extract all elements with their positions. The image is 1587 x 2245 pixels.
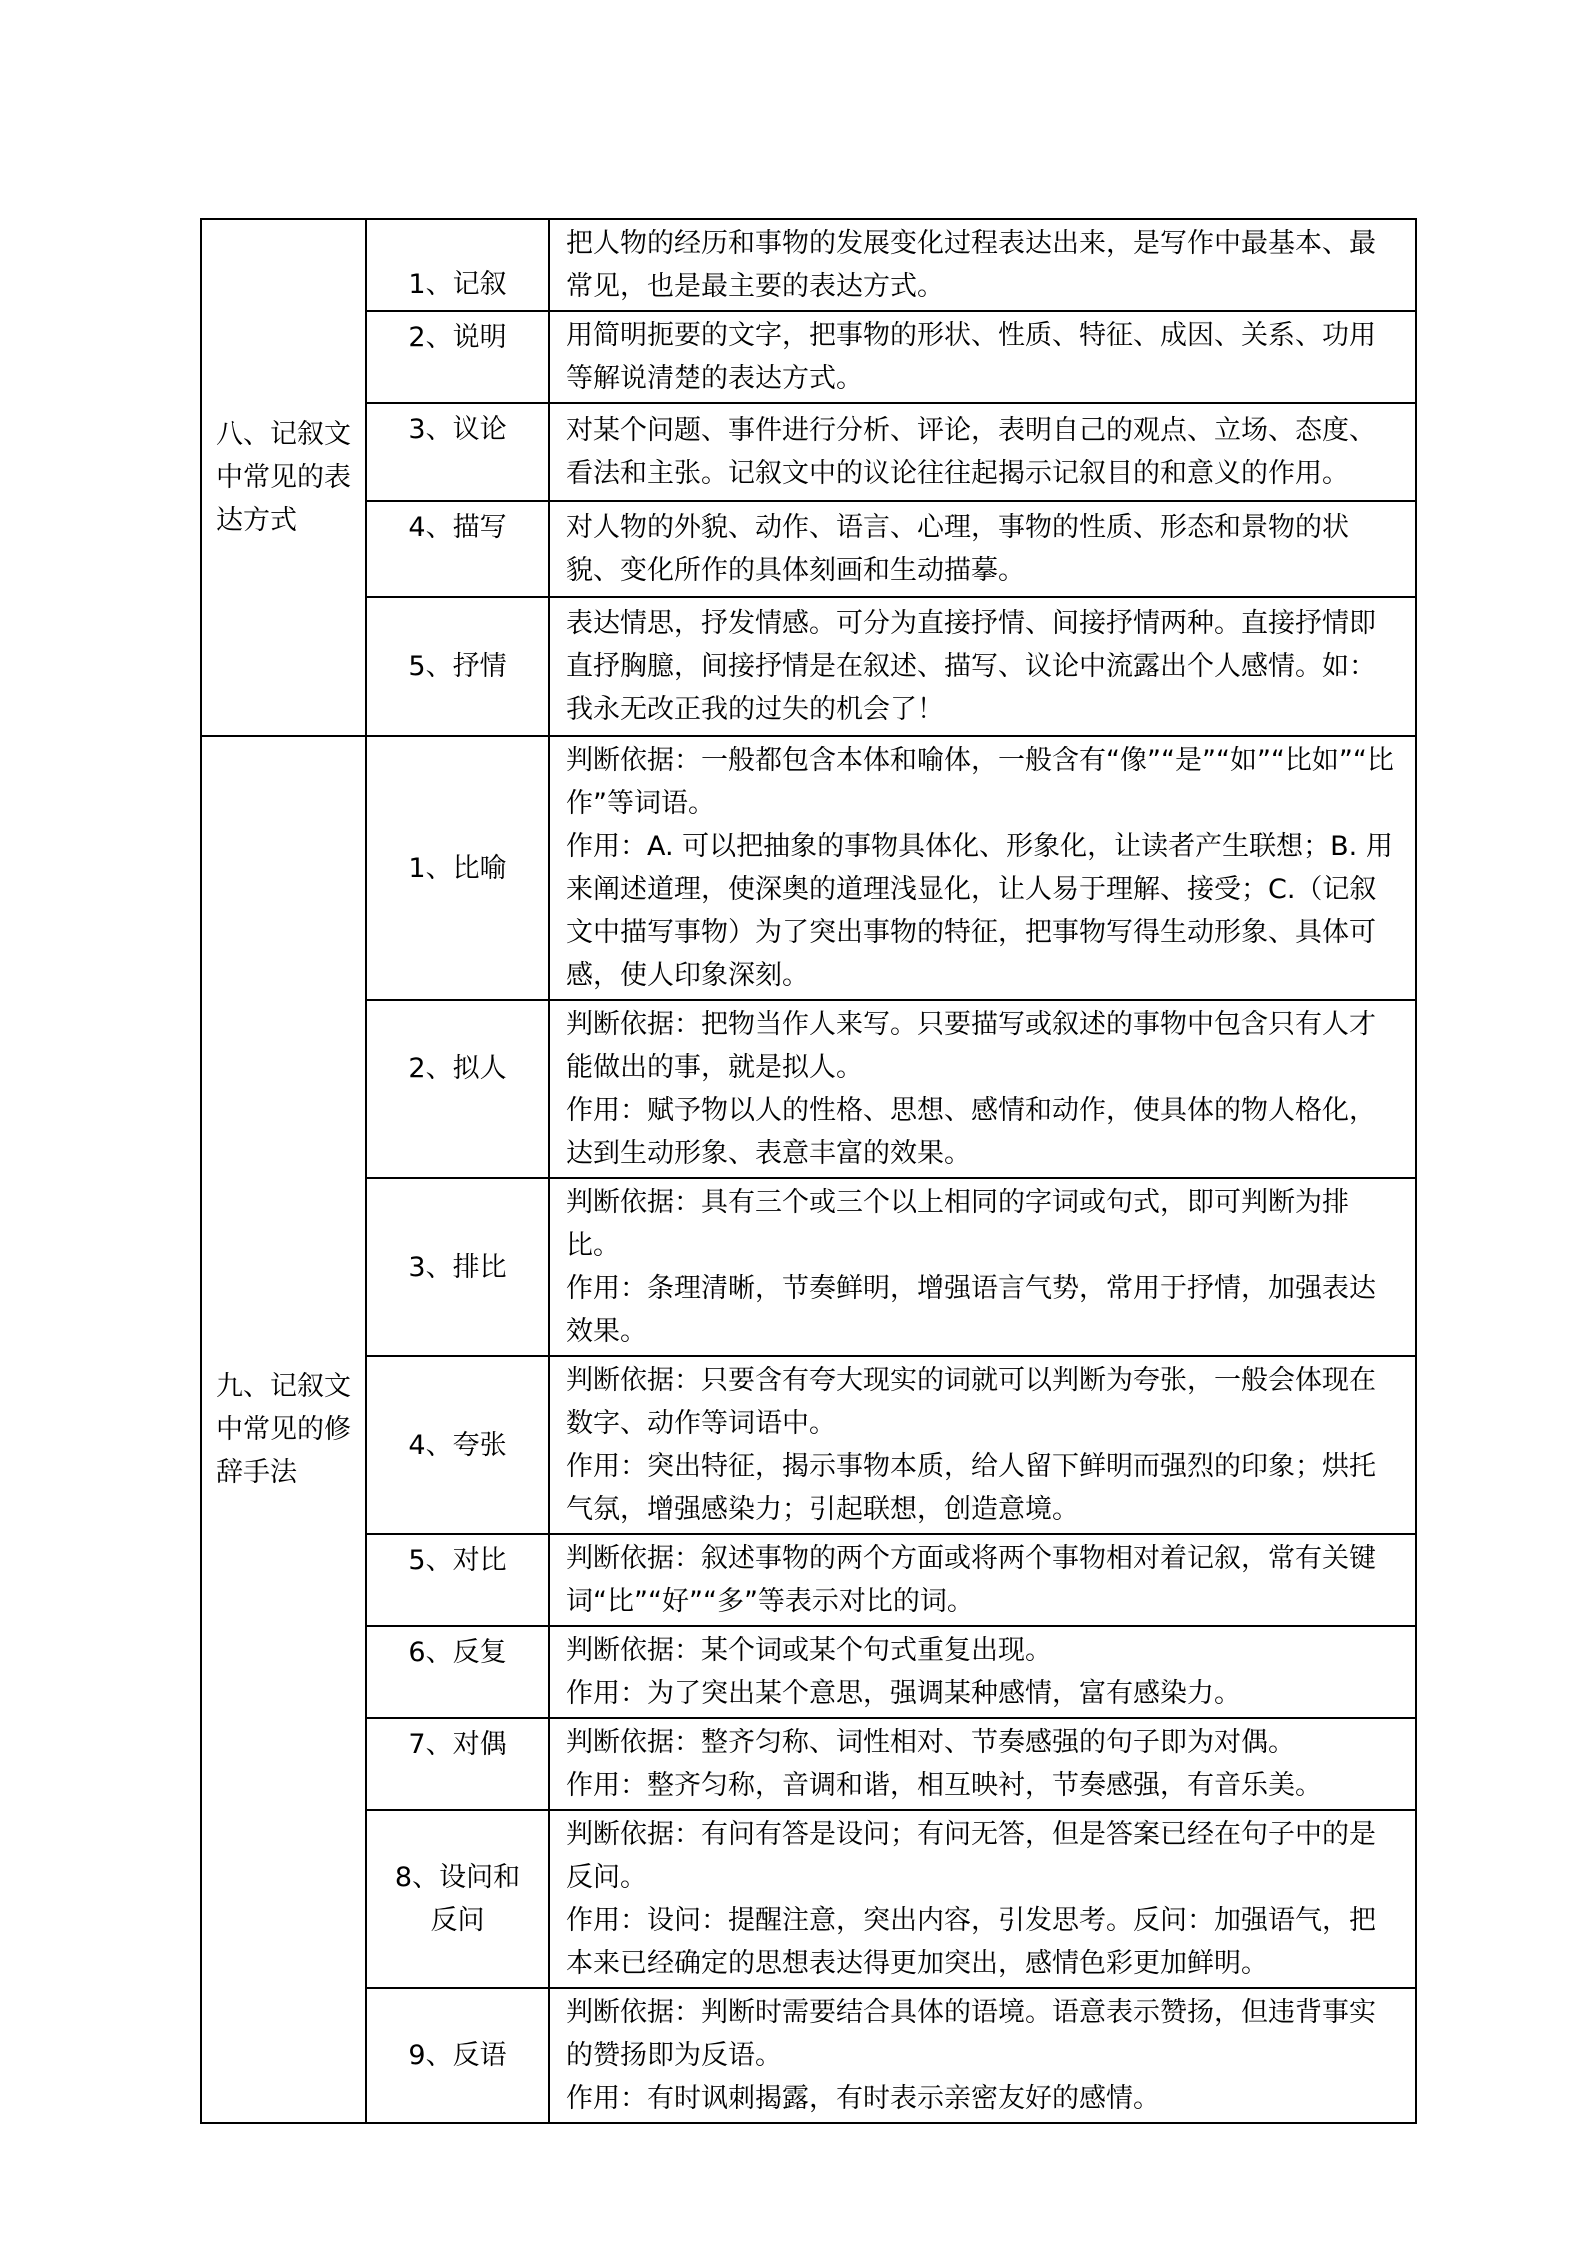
item-description bbox=[549, 597, 1416, 736]
item-name: 7、对偶 bbox=[366, 1718, 549, 1810]
table-row bbox=[201, 597, 1416, 736]
table-row bbox=[201, 1626, 1416, 1718]
item-name: 8、设问和反问 bbox=[366, 1810, 549, 1988]
description-line: 判断依据：某个词或某个句式重复出现。 bbox=[566, 1635, 1052, 1666]
description-line: 判断依据：把物当作人来写。只要描写或叙述的事物中包含只有人才能做出的事，就是拟人。 bbox=[566, 1009, 1376, 1083]
item-name: 6、反复 bbox=[366, 1626, 549, 1718]
item-name: 1、比喻 bbox=[366, 736, 549, 1000]
description-line: 作用：赋予物以人的性格、思想、感情和动作，使具体的物人格化，达到生动形象、表意丰富的效果。 bbox=[566, 1095, 1376, 1169]
description-line: 作用：有时讽刺揭露，有时表示亲密友好的感情。 bbox=[566, 2083, 1160, 2114]
expression-rhetoric-table bbox=[200, 218, 1417, 2124]
table-row bbox=[201, 1178, 1416, 1356]
item-description bbox=[549, 403, 1416, 501]
description-line: 作用：设问：提醒注意，突出内容，引发思考。反问：加强语气，把本来已经确定的思想表达得更加突出，感情色彩更加鲜明。 bbox=[566, 1905, 1376, 1979]
item-description bbox=[549, 1810, 1416, 1988]
item-description bbox=[549, 1000, 1416, 1178]
table-row bbox=[201, 1356, 1416, 1534]
item-description bbox=[549, 1718, 1416, 1810]
description-line: 表达情思，抒发情感。可分为直接抒情、间接抒情两种。直接抒情即直抒胸臆，间接抒情是在叙述、描写、议论中流露出个人感情。如：我永无改正我的过失的机会了！ bbox=[566, 608, 1376, 725]
item-description bbox=[549, 736, 1416, 1000]
description-line: 作用：A. 可以把抽象的事物具体化、形象化，让读者产生联想；B. 用来阐述道理，使深奥的道理浅显化，让人易于理解、接受；C.（记叙文中描写事物）为了突出事物的特征，把事物写得生动形象、具体可感，使人印象深刻。 bbox=[566, 831, 1393, 991]
item-description bbox=[549, 311, 1416, 403]
description-line: 判断依据：叙述事物的两个方面或将两个事物相对着记叙，常有关键词“比”“好”“多”等表示对比的词。 bbox=[566, 1543, 1376, 1617]
description-line: 判断依据：具有三个或三个以上相同的字词或句式，即可判断为排比。 bbox=[566, 1187, 1349, 1261]
description-line: 判断依据：只要含有夸大现实的词就可以判断为夸张，一般会体现在数字、动作等词语中。 bbox=[566, 1365, 1376, 1439]
table-row bbox=[201, 1000, 1416, 1178]
item-name: 2、说明 bbox=[366, 311, 549, 403]
table-row bbox=[201, 1534, 1416, 1626]
category-cell: 八、记叙文中常见的表达方式 bbox=[201, 219, 366, 736]
item-description bbox=[549, 1626, 1416, 1718]
item-name: 5、抒情 bbox=[366, 597, 549, 736]
item-name: 3、议论 bbox=[366, 403, 549, 501]
category-cell: 九、记叙文中常见的修辞手法 bbox=[201, 736, 366, 2123]
table-row bbox=[201, 1810, 1416, 1988]
item-description bbox=[549, 1988, 1416, 2123]
table-row bbox=[201, 403, 1416, 501]
table-row bbox=[201, 311, 1416, 403]
description-line: 判断依据：一般都包含本体和喻体，一般含有“像”“是”“如”“比如”“比作”等词语。 bbox=[566, 745, 1394, 819]
item-description bbox=[549, 219, 1416, 311]
table-row bbox=[201, 736, 1416, 1000]
description-line: 对某个问题、事件进行分析、评论，表明自己的观点、立场、态度、看法和主张。记叙文中的议论往往起揭示记叙目的和意义的作用。 bbox=[566, 415, 1376, 489]
item-description bbox=[549, 501, 1416, 597]
description-line: 作用：突出特征，揭示事物本质，给人留下鲜明而强烈的印象；烘托气氛，增强感染力；引起联想，创造意境。 bbox=[566, 1451, 1376, 1525]
item-name: 1、记叙 bbox=[366, 219, 549, 311]
item-name: 2、拟人 bbox=[366, 1000, 549, 1178]
description-line: 作用：为了突出某个意思，强调某种感情，富有感染力。 bbox=[566, 1678, 1241, 1709]
item-name: 4、描写 bbox=[366, 501, 549, 597]
description-line: 判断依据：整齐匀称、词性相对、节奏感强的句子即为对偶。 bbox=[566, 1727, 1295, 1758]
item-name: 3、排比 bbox=[366, 1178, 549, 1356]
description-line: 把人物的经历和事物的发展变化过程表达出来，是写作中最基本、最常见，也是最主要的表达方式。 bbox=[566, 228, 1376, 302]
description-line: 判断依据：判断时需要结合具体的语境。语意表示赞扬，但违背事实的赞扬即为反语。 bbox=[566, 1997, 1376, 2071]
description-line: 用简明扼要的文字，把事物的形状、性质、特征、成因、关系、功用等解说清楚的表达方式。 bbox=[566, 320, 1376, 394]
item-description bbox=[549, 1356, 1416, 1534]
description-line: 对人物的外貌、动作、语言、心理，事物的性质、形态和景物的状貌、变化所作的具体刻画和生动描摹。 bbox=[566, 512, 1349, 586]
item-name: 9、反语 bbox=[366, 1988, 549, 2123]
table-row bbox=[201, 501, 1416, 597]
description-line: 作用：整齐匀称，音调和谐，相互映衬，节奏感强，有音乐美。 bbox=[566, 1770, 1322, 1801]
description-line: 判断依据：有问有答是设问；有问无答，但是答案已经在句子中的是反问。 bbox=[566, 1819, 1376, 1893]
table-row bbox=[201, 1718, 1416, 1810]
item-name: 5、对比 bbox=[366, 1534, 549, 1626]
item-description bbox=[549, 1534, 1416, 1626]
table-row bbox=[201, 1988, 1416, 2123]
item-name: 4、夸张 bbox=[366, 1356, 549, 1534]
table-row bbox=[201, 219, 1416, 311]
description-line: 作用：条理清晰，节奏鲜明，增强语言气势，常用于抒情，加强表达效果。 bbox=[566, 1273, 1376, 1347]
item-description bbox=[549, 1178, 1416, 1356]
